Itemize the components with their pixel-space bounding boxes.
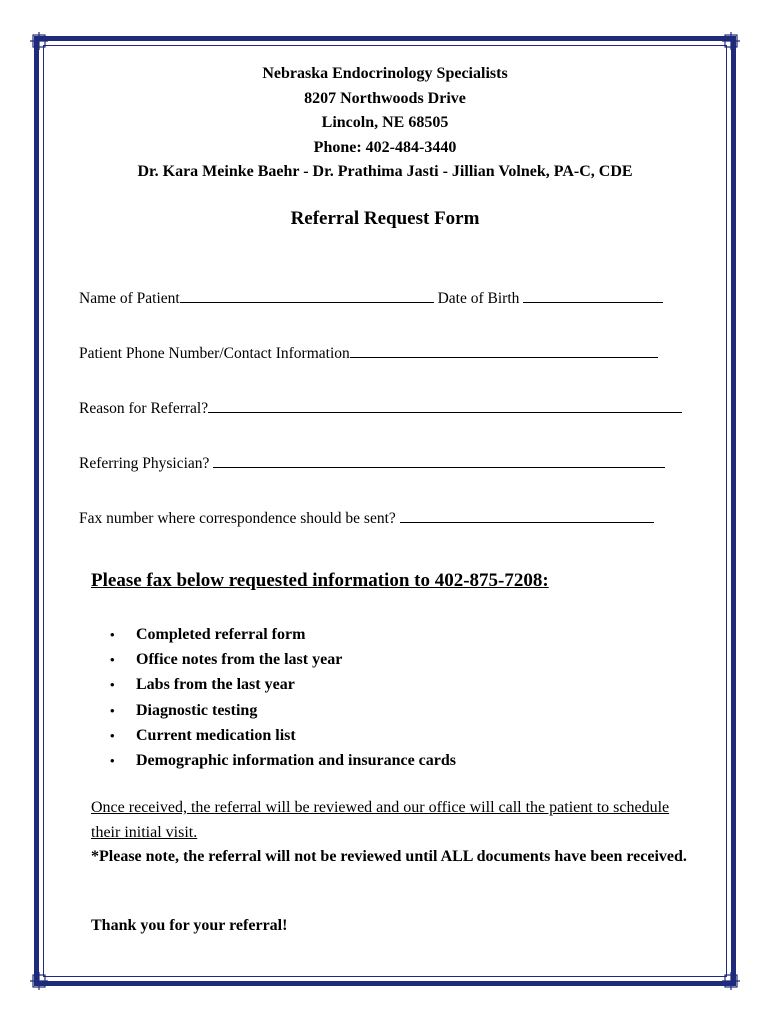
bullet-icon: • (110, 652, 115, 668)
list-item: • Labs from the last year (110, 672, 456, 697)
incomplete-documents-warning: *Please note, the referral will not be reviewed until ALL documents have been received. (91, 848, 687, 865)
list-item: • Office notes from the last year (110, 647, 456, 672)
corner-ornament-bottom-left (30, 972, 48, 990)
fax-number-field[interactable] (400, 508, 654, 523)
patient-name-row (79, 288, 663, 308)
dob-field[interactable] (523, 288, 663, 303)
fax-number-row (79, 508, 654, 528)
fax-instructions-heading: Please fax below requested information to 402-875-7208: (91, 570, 549, 591)
contact-label: Patient Phone Number/Contact Information (79, 345, 350, 362)
reason-label: Reason for Referral? (79, 400, 209, 417)
patient-name-field[interactable] (180, 288, 434, 303)
office-phone: Phone: 402-484-3440 (313, 138, 457, 156)
form-title: Referral Request Form (290, 208, 480, 229)
bullet-icon: • (110, 677, 115, 693)
list-item: • Demographic information and insurance cards (110, 748, 456, 773)
physician-row (79, 453, 665, 473)
bullet-icon: • (110, 702, 115, 718)
contact-row (79, 343, 658, 363)
corner-ornament-bottom-right (722, 972, 740, 990)
patient-name-label: Name of Patient (79, 290, 180, 307)
reason-field[interactable] (208, 398, 682, 413)
corner-ornament-top-left (30, 32, 48, 50)
list-item: • Diagnostic testing (110, 698, 456, 723)
closing-thanks: Thank you for your referral! (91, 917, 288, 934)
city-state-zip: Lincoln, NE 68505 (321, 114, 449, 131)
contact-field[interactable] (350, 343, 658, 358)
provider-names: Dr. Kara Meinke Baehr - Dr. Prathima Jasti - Jillian Volnek, PA-C, CDE (137, 163, 633, 180)
review-process-note: Once received, the referral will be reviewed and our office will call the patient to schedule their initial visit. (91, 799, 670, 841)
physician-field[interactable] (213, 453, 665, 468)
reason-row (79, 398, 682, 418)
list-item: • Current medication list (110, 723, 456, 748)
bullet-icon: • (110, 727, 115, 743)
dob-label: Date of Birth (437, 290, 520, 307)
letterhead (0, 62, 770, 185)
street-address: 8207 Northwoods Drive (304, 89, 466, 107)
fax-number-label: Fax number where correspondence should be sent? (79, 510, 396, 527)
org-name: Nebraska Endocrinology Specialists (262, 65, 508, 82)
bullet-icon: • (110, 627, 115, 642)
list-item: • Completed referral form (110, 622, 456, 647)
requested-items-list (110, 622, 456, 773)
bullet-icon: • (110, 752, 115, 768)
corner-ornament-top-right (722, 32, 740, 50)
physician-label: Referring Physician? (79, 455, 210, 472)
